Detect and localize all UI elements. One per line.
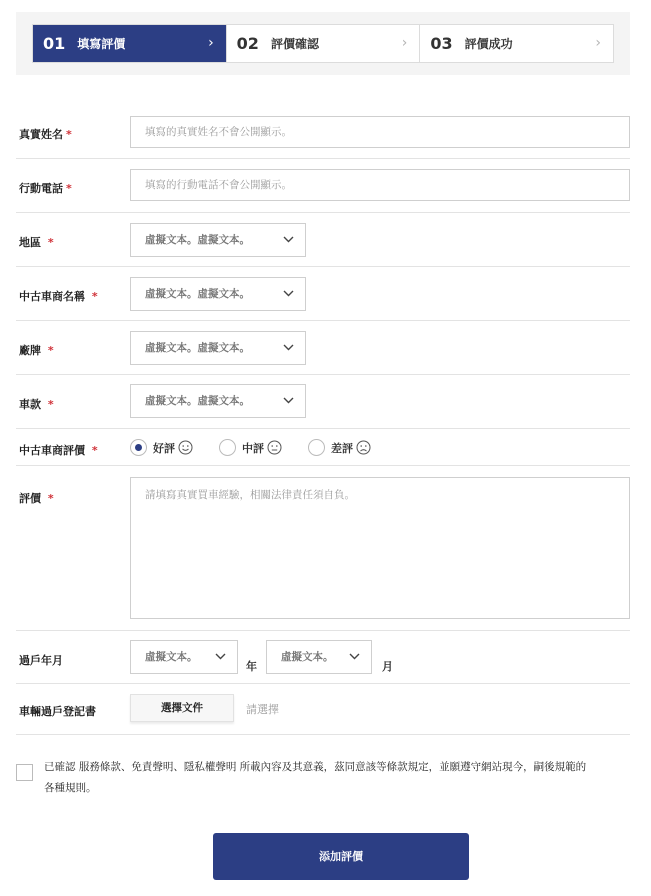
rating-option-label: 差評	[331, 441, 353, 455]
step-label: 評價成功	[464, 37, 513, 51]
phone-label: 行動電話 *	[19, 182, 72, 195]
transfer-date-row	[16, 631, 630, 684]
agreement-line: 已確認 服務條款、免責聲明、隱私權聲明 所載內容及其意義，茲同意該等條款規定，並願遵守網站現今，嗣後規範的	[44, 761, 587, 773]
chevron-down-icon	[283, 344, 294, 351]
registration-label: 車輛過戶登記書	[19, 705, 96, 718]
chevron-down-icon	[283, 236, 294, 243]
model-select-value: 虛擬文本。虛擬文本。	[145, 395, 250, 407]
review-label: 評價 *	[19, 492, 54, 505]
smile-face-icon	[178, 440, 193, 455]
month-unit-label: 月	[382, 660, 393, 673]
year-unit-label: 年	[246, 660, 257, 673]
brand-label: 廠牌 *	[19, 344, 54, 357]
transfer-year-value: 虛擬文本。	[145, 651, 198, 663]
phone-row	[16, 159, 630, 213]
rating-option-good[interactable]	[130, 439, 193, 456]
phone-input[interactable]: 填寫的行動電話不會公開顯示。	[130, 169, 630, 201]
brand-select[interactable]	[130, 331, 306, 365]
sad-face-icon	[356, 440, 371, 455]
stepper	[32, 24, 614, 63]
rating-row	[16, 429, 630, 466]
agreement-checkbox[interactable]	[16, 764, 33, 781]
radio-button[interactable]	[219, 439, 236, 456]
chevron-down-icon	[349, 653, 360, 660]
transfer-year-select[interactable]	[130, 640, 238, 674]
dealer-name-label: 中古車商名稱 *	[19, 290, 98, 303]
step-label: 填寫評價	[77, 37, 126, 51]
review-textarea[interactable]: 請填寫真實買車經驗，相關法律責任須自負。	[130, 477, 630, 619]
radio-button[interactable]	[130, 439, 147, 456]
submit-review-button[interactable]: 添加評價	[213, 833, 469, 880]
step-label: 評價確認	[270, 37, 319, 51]
rating-option-label: 中評	[242, 441, 264, 455]
chevron-down-icon	[215, 653, 226, 660]
step-fill-review[interactable]	[33, 25, 227, 62]
step-number: 01	[43, 34, 66, 53]
real-name-input[interactable]: 填寫的真實姓名不會公開顯示。	[130, 116, 630, 148]
region-select-value: 虛擬文本。虛擬文本。	[145, 234, 250, 246]
rating-option-bad[interactable]	[308, 439, 371, 456]
review-row	[16, 466, 630, 631]
brand-select-value: 虛擬文本。虛擬文本。	[145, 342, 250, 354]
chevron-down-icon	[283, 290, 294, 297]
dealer-name-select[interactable]	[130, 277, 306, 311]
chevron-right-icon: ›	[208, 35, 214, 51]
stepper-container	[16, 12, 630, 75]
rating-option-label: 好評	[153, 441, 175, 455]
rating-label: 中古車商評價 *	[19, 444, 98, 457]
file-status-text: 請選擇	[246, 703, 279, 716]
step-number: 03	[430, 34, 453, 53]
model-row	[16, 375, 630, 429]
transfer-month-value: 虛擬文本。	[281, 651, 334, 663]
region-label: 地區 *	[19, 236, 54, 249]
dealer-name-select-value: 虛擬文本。虛擬文本。	[145, 288, 250, 300]
step-number: 02	[236, 34, 259, 53]
chevron-down-icon	[283, 397, 294, 404]
rating-radio-group	[130, 439, 397, 456]
brand-row	[16, 321, 630, 375]
neutral-face-icon	[267, 440, 282, 455]
dealer-name-row	[16, 267, 630, 321]
step-confirm-review[interactable]	[227, 25, 421, 62]
chevron-right-icon: ›	[595, 35, 602, 51]
radio-button[interactable]	[308, 439, 325, 456]
real-name-label: 真實姓名 *	[19, 128, 72, 141]
agreement-line: 各種規則。	[44, 782, 97, 794]
region-select[interactable]	[130, 223, 306, 257]
transfer-date-label: 過戶年月	[19, 654, 63, 667]
registration-row	[16, 684, 630, 735]
chevron-right-icon: ›	[401, 35, 408, 51]
choose-file-button[interactable]: 選擇文件	[130, 694, 234, 722]
rating-option-neutral[interactable]	[219, 439, 282, 456]
model-label: 車款 *	[19, 398, 54, 411]
region-row	[16, 213, 630, 267]
step-review-success[interactable]	[420, 25, 613, 62]
real-name-row	[16, 105, 630, 159]
model-select[interactable]	[130, 384, 306, 418]
transfer-month-select[interactable]	[266, 640, 372, 674]
agreement-text	[44, 757, 634, 799]
